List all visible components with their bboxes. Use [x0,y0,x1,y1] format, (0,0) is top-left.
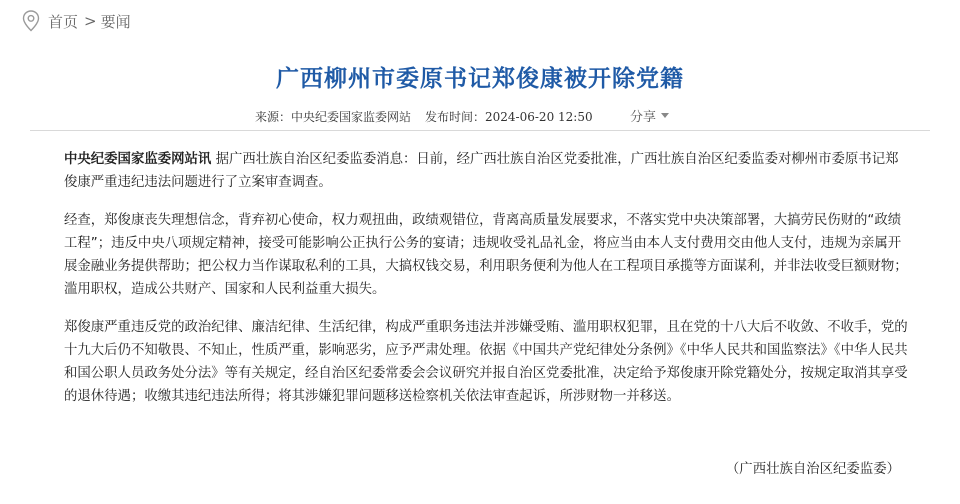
breadcrumb-separator: > [84,12,97,30]
source-label: 来源： [255,110,292,124]
article-lead: 中央纪委国家监委网站讯 [64,152,212,167]
article-body [64,148,909,423]
source-value: 中央纪委国家监委网站 [291,110,412,124]
article-paragraph [64,316,909,408]
article-paragraph [64,148,909,194]
article-paragraph [64,209,909,301]
paragraph-2-text: 经查，郑俊康丧失理想信念，背弃初心使命，权力观扭曲，政绩观错位，背离高质量发展要求，不落实党中央决策部署，大搞劳民伤财的“政绩工程”；违反中央八项规定精神，接受可能影响公正执行公务的宴请；违规收受礼品礼金，将应当由本人支付费用交由他人支付，违规为亲属开展金融业务提供帮助；把公权力当作谋取私利的工具，大搞权钱交易，利用职务便利为他人在工程项目承揽等方面谋利，并非法收受巨额财物；滥用职权，造成公共财产、国家和人民利益重大损失。 [64,213,908,297]
time-value: 2024-06-20 12:50 [485,110,593,124]
breadcrumb [22,10,131,32]
breadcrumb-section-link[interactable]: 要闻 [100,12,131,31]
breadcrumb-home-link[interactable]: 首页 [48,12,79,31]
paragraph-1-text: 据广西壮族自治区纪委监委消息：日前，经广西壮族自治区党委批准，广西壮族自治区纪委监委对柳州市委原书记郑俊康严重违纪违法问题进行了立案审查调查。 [64,152,899,190]
paragraph-3-text: 郑俊康严重违反党的政治纪律、廉洁纪律、生活纪律，构成严重职务违法并涉嫌受贿、滥用职权犯罪，且在党的十八大后不收敛、不收手，党的十九大后仍不知敬畏、不知止，性质严重，影响恶劣，应予严肃处理。依据《中国共产党纪律处分条例》《中华人民共和国监察法》《中华人民共和国公职人员政务处分法》等有关规定，经自治区纪委常委会会议研究并报自治区党委批准，决定给予郑俊康开除党籍处分，按规定取消其享受的退休待遇；收缴其违纪违法所得；将其涉嫌犯罪问题移送检察机关依法审查起诉，所涉财物一并移送。 [64,320,908,404]
share-label: 分享 [630,110,657,125]
article-title: 广西柳州市委原书记郑俊康被开除党籍 [276,65,684,92]
divider [30,130,930,131]
article-time [425,108,593,125]
chevron-down-icon [661,113,669,118]
article-source [255,108,411,125]
share-button[interactable] [630,106,669,125]
location-pin-icon [22,10,40,32]
article-footer-source: （广西壮族自治区纪委监委） [725,462,900,477]
time-label: 发布时间： [425,110,486,124]
